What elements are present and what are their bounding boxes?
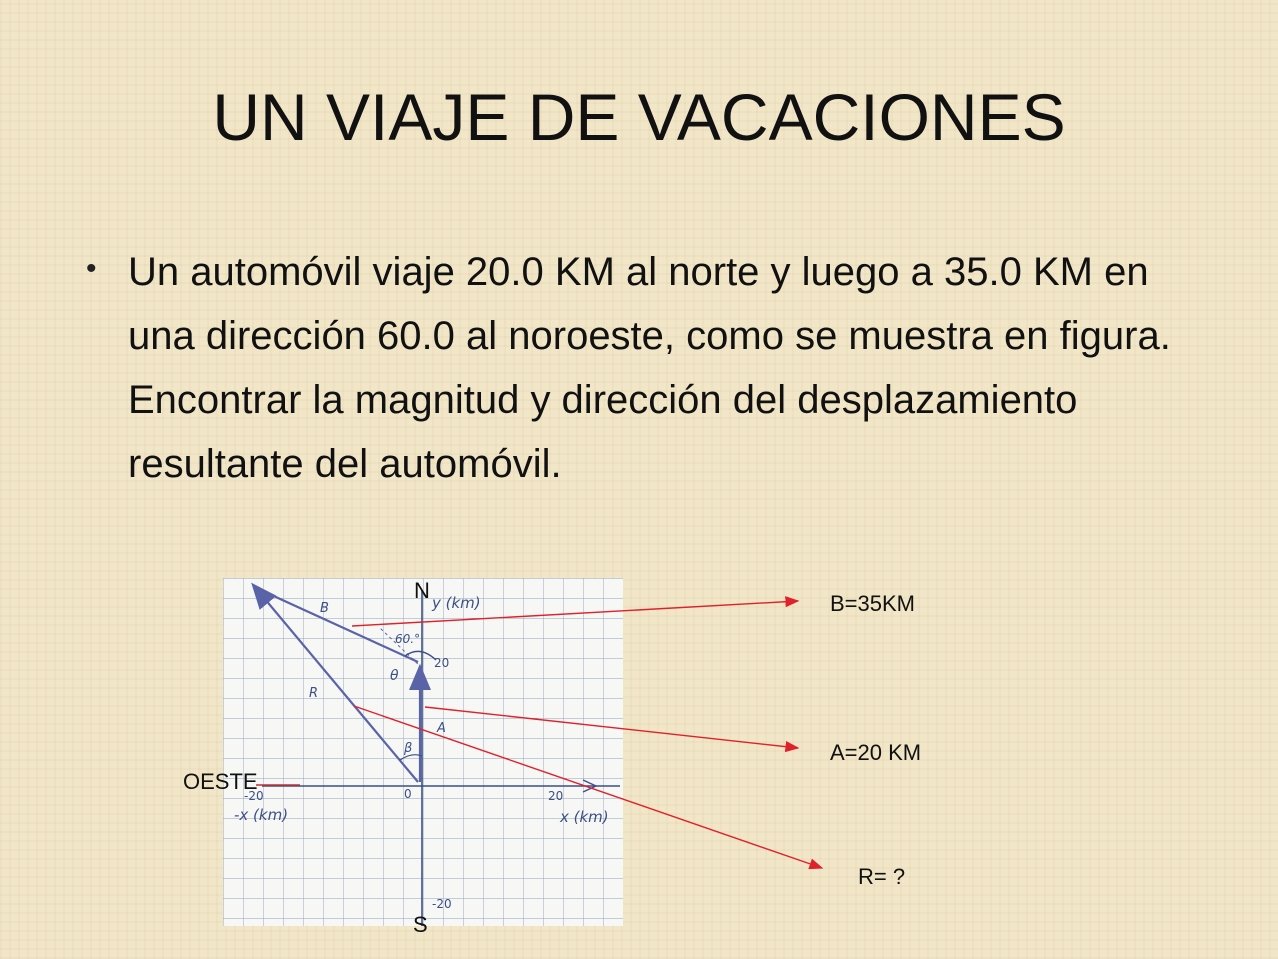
origin-label: 0	[404, 787, 412, 801]
tick-x-neg: -20	[244, 789, 264, 803]
bullet-text: Un automóvil viaje 20.0 KM al norte y luego a 35.0 KM en una dirección 60.0 al noroeste, como se muestra en figura. Encontrar la magnitud y dirección del desplazamiento resultante del automóvil.	[128, 250, 1171, 486]
bullet-dot-icon: •	[86, 252, 97, 285]
tick-y-pos: 20	[434, 656, 450, 670]
vector-b-label: B	[320, 601, 329, 616]
north-label: N	[414, 578, 430, 603]
south-label: S	[413, 912, 428, 937]
tick-y-neg: -20	[432, 897, 452, 911]
angle-beta-label: β	[404, 741, 413, 756]
x-axis-label: x (km)	[560, 808, 609, 826]
vector-a-label: A	[437, 721, 446, 736]
tick-x-pos: 20	[548, 789, 564, 803]
angle-60-label: 60.°	[395, 632, 421, 646]
a-annotation: A=20 KM	[830, 740, 922, 765]
slide-title: UN VIAJE DE VACACIONES	[212, 80, 1066, 154]
west-label: OESTE	[183, 769, 258, 794]
y-axis-label: y (km)	[432, 594, 481, 612]
b-annotation: B=35KM	[830, 591, 915, 616]
neg-x-axis-label: -x (km)	[234, 806, 289, 824]
r-annotation: R= ?	[858, 864, 906, 889]
vector-r-label: R	[309, 686, 319, 701]
angle-theta-label: θ	[390, 668, 399, 684]
